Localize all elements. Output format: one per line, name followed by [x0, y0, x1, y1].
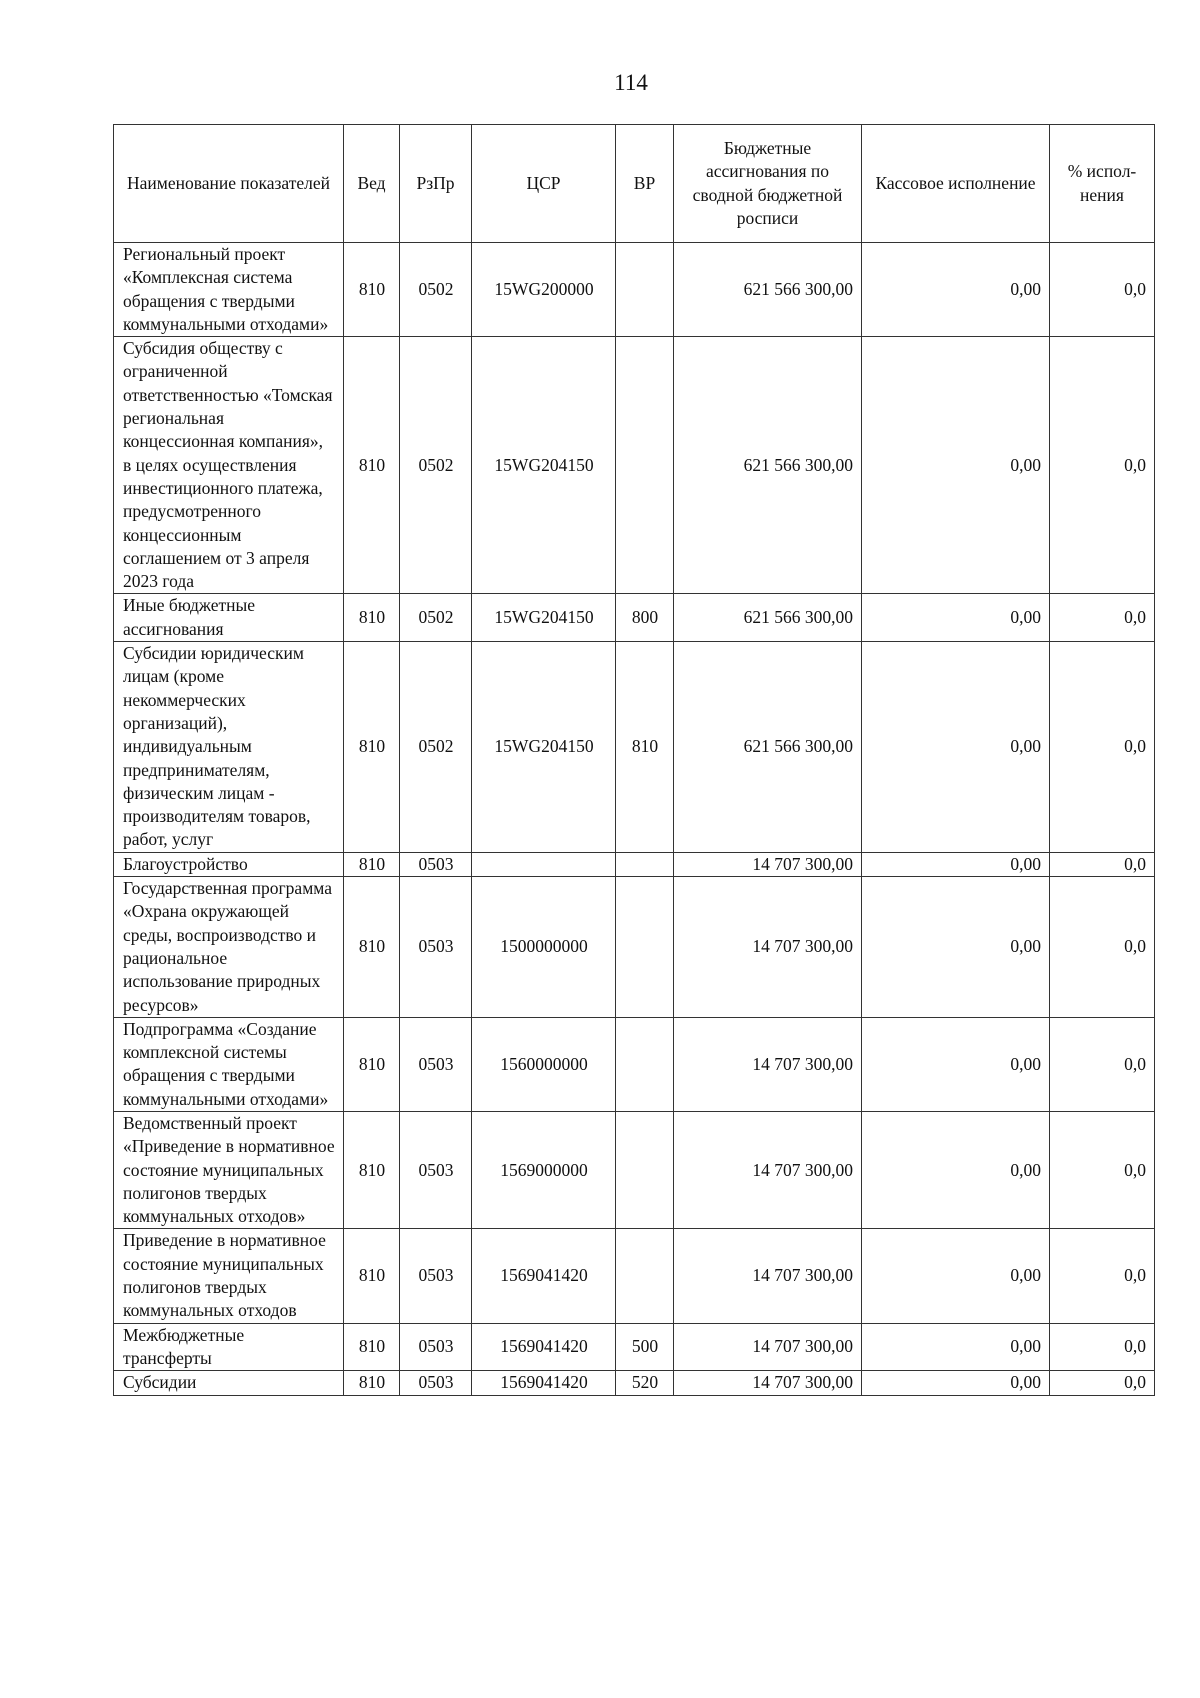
table-row: [114, 642, 1155, 853]
row-percent: 0,0: [1050, 1323, 1155, 1371]
row-vr: 500: [616, 1323, 674, 1371]
row-budget: 14 707 300,00: [674, 1323, 862, 1371]
row-csr: 1569000000: [472, 1111, 616, 1228]
row-vr: [616, 243, 674, 337]
row-ved: 810: [344, 1229, 400, 1323]
row-rzpr: 0503: [400, 1229, 472, 1323]
table-row: [114, 243, 1155, 337]
row-cash: 0,00: [862, 1111, 1050, 1228]
row-csr: 1560000000: [472, 1017, 616, 1111]
table-row: [114, 337, 1155, 594]
row-ved: 810: [344, 642, 400, 853]
row-budget: 14 707 300,00: [674, 877, 862, 1018]
table-row: [114, 1323, 1155, 1371]
table-row: [114, 1371, 1155, 1395]
row-name: Подпрограмма «Создание комплексной системы обращения с твердыми коммунальными отходами»: [114, 1017, 344, 1111]
row-percent: 0,0: [1050, 1017, 1155, 1111]
row-csr: 1500000000: [472, 877, 616, 1018]
row-name: Иные бюджетные ассигнования: [114, 594, 344, 642]
row-csr: 1569041420: [472, 1323, 616, 1371]
row-percent: 0,0: [1050, 1371, 1155, 1395]
row-budget: 14 707 300,00: [674, 1017, 862, 1111]
row-percent: 0,0: [1050, 594, 1155, 642]
row-cash: 0,00: [862, 1017, 1050, 1111]
row-ved: 810: [344, 1017, 400, 1111]
row-vr: [616, 877, 674, 1018]
row-vr: [616, 337, 674, 594]
header-vr: ВР: [616, 125, 674, 243]
row-rzpr: 0503: [400, 1017, 472, 1111]
row-name: Межбюджетные трансферты: [114, 1323, 344, 1371]
row-budget: 621 566 300,00: [674, 642, 862, 853]
table-row: [114, 877, 1155, 1018]
row-budget: 14 707 300,00: [674, 1111, 862, 1228]
row-name: Государственная программа «Охрана окружающей среды, воспроизводство и рациональное использование природных ресурсов»: [114, 877, 344, 1018]
row-percent: 0,0: [1050, 1111, 1155, 1228]
row-vr: [616, 1111, 674, 1228]
header-percent: % испол-нения: [1050, 125, 1155, 243]
row-name: Региональный проект «Комплексная система обращения с твердыми коммунальными отходами»: [114, 243, 344, 337]
row-csr: 1569041420: [472, 1229, 616, 1323]
header-ved: Вед: [344, 125, 400, 243]
header-csr: ЦСР: [472, 125, 616, 243]
row-name: Благоустройство: [114, 852, 344, 876]
table-header-row: [114, 125, 1155, 243]
row-name: Субсидии юридическим лицам (кроме некоммерческих организаций), индивидуальным предпринимателям, физическим лицам - производителям товаров, работ, услуг: [114, 642, 344, 853]
table-row: [114, 594, 1155, 642]
row-vr: 810: [616, 642, 674, 853]
row-ved: 810: [344, 1323, 400, 1371]
header-cash: Кассовое исполнение: [862, 125, 1050, 243]
row-csr: 15WG204150: [472, 337, 616, 594]
row-vr: [616, 1017, 674, 1111]
row-vr: [616, 1229, 674, 1323]
row-csr: 15WG204150: [472, 642, 616, 853]
row-ved: 810: [344, 594, 400, 642]
row-rzpr: 0502: [400, 243, 472, 337]
row-percent: 0,0: [1050, 1229, 1155, 1323]
row-rzpr: 0502: [400, 337, 472, 594]
row-cash: 0,00: [862, 877, 1050, 1018]
row-csr: 15WG204150: [472, 594, 616, 642]
row-ved: 810: [344, 852, 400, 876]
row-percent: 0,0: [1050, 877, 1155, 1018]
row-budget: 14 707 300,00: [674, 1371, 862, 1395]
row-ved: 810: [344, 243, 400, 337]
row-budget: 14 707 300,00: [674, 1229, 862, 1323]
row-rzpr: 0503: [400, 877, 472, 1018]
row-rzpr: 0503: [400, 1323, 472, 1371]
row-name: Ведомственный проект «Приведение в нормативное состояние муниципальных полигонов твердых коммунальных отходов»: [114, 1111, 344, 1228]
row-name: Субсидия обществу с ограниченной ответственностью «Томская региональная концессионная компания», в целях осуществления инвестиционного платежа, предусмотренного концессионным соглашением от 3 апреля 2023 года: [114, 337, 344, 594]
row-cash: 0,00: [862, 243, 1050, 337]
row-ved: 810: [344, 1111, 400, 1228]
row-percent: 0,0: [1050, 243, 1155, 337]
row-vr: 800: [616, 594, 674, 642]
row-budget: 621 566 300,00: [674, 594, 862, 642]
row-csr: [472, 852, 616, 876]
table-row: [114, 1229, 1155, 1323]
budget-table: [113, 124, 1155, 1396]
row-budget: 621 566 300,00: [674, 243, 862, 337]
table-row: [114, 852, 1155, 876]
row-rzpr: 0503: [400, 852, 472, 876]
row-rzpr: 0503: [400, 1111, 472, 1228]
header-budget: Бюджетные ассигнования по сводной бюджетной росписи: [674, 125, 862, 243]
row-ved: 810: [344, 337, 400, 594]
header-name: Наименование показателей: [114, 125, 344, 243]
row-vr: 520: [616, 1371, 674, 1395]
row-budget: 621 566 300,00: [674, 337, 862, 594]
row-vr: [616, 852, 674, 876]
row-cash: 0,00: [862, 1323, 1050, 1371]
row-rzpr: 0502: [400, 642, 472, 853]
row-budget: 14 707 300,00: [674, 852, 862, 876]
row-rzpr: 0503: [400, 1371, 472, 1395]
table-row: [114, 1111, 1155, 1228]
row-cash: 0,00: [862, 1229, 1050, 1323]
row-name: Приведение в нормативное состояние муниципальных полигонов твердых коммунальных отходов: [114, 1229, 344, 1323]
row-percent: 0,0: [1050, 642, 1155, 853]
row-csr: 15WG200000: [472, 243, 616, 337]
row-cash: 0,00: [862, 337, 1050, 594]
row-cash: 0,00: [862, 594, 1050, 642]
row-cash: 0,00: [862, 852, 1050, 876]
row-percent: 0,0: [1050, 337, 1155, 594]
row-ved: 810: [344, 1371, 400, 1395]
row-csr: 1569041420: [472, 1371, 616, 1395]
row-name: Субсидии: [114, 1371, 344, 1395]
row-ved: 810: [344, 877, 400, 1018]
row-cash: 0,00: [862, 642, 1050, 853]
header-rzpr: РзПр: [400, 125, 472, 243]
row-cash: 0,00: [862, 1371, 1050, 1395]
page-number: 114: [614, 70, 648, 95]
row-percent: 0,0: [1050, 852, 1155, 876]
row-rzpr: 0502: [400, 594, 472, 642]
table-row: [114, 1017, 1155, 1111]
